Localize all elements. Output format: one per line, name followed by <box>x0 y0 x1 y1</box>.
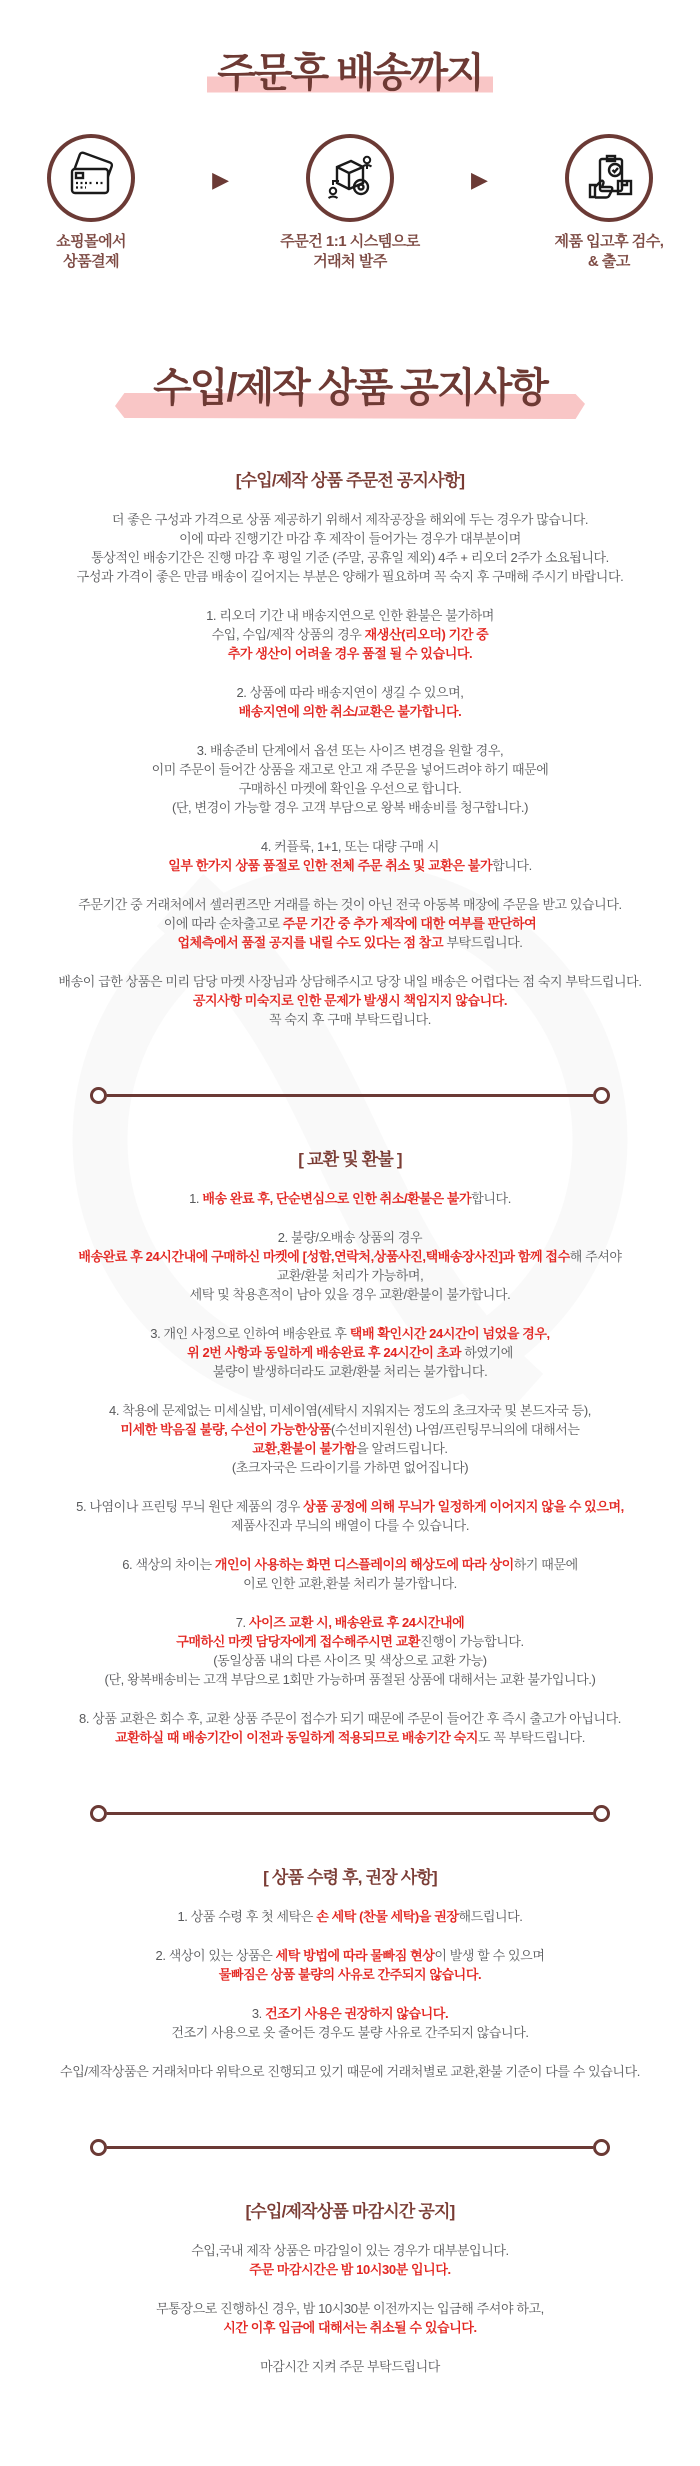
notice-line: 구매하신 마켓 담당자에게 접수해주시면 교환진행이 가능합니다. <box>176 1634 524 1649</box>
notice-line: 추가 생산이 어려울 경우 품절 될 수 있습니다. <box>227 646 473 661</box>
process-arrow-icon: ▶ <box>471 166 488 192</box>
credit-card-icon <box>64 151 118 205</box>
notice-line: 시간 이후 입금에 대해서는 취소될 수 있습니다. <box>223 2320 477 2335</box>
divider-ring-icon <box>593 1087 610 1104</box>
notice-line: 이에 따라 순차출고로 주문 기간 중 추가 제작에 대한 여부를 판단하여 <box>163 916 537 931</box>
notice-paragraph <box>24 1907 676 1926</box>
notice-line: 7. 사이즈 교환 시, 배송완료 후 24시간내에 <box>235 1615 465 1630</box>
notice-paragraph <box>24 1709 676 1747</box>
page-title-order-to-delivery <box>0 52 700 94</box>
notice-line: 미세한 박음질 불량, 수선이 가능한상품(수선비지원선) 나염/프린팅무늬의에 대해서는 <box>120 1422 580 1437</box>
notice-line: 3. 개인 사정으로 인하여 배송완료 후 택배 확인시간 24시간이 넘었을 경우, <box>150 1326 550 1341</box>
inspection-step-label-line1: 제품 입고후 검수, <box>554 233 664 250</box>
inspection-step-label <box>524 232 694 271</box>
notice-line: 제품사진과 무늬의 배열이 다를 수 있습니다. <box>230 1518 470 1533</box>
page-title-product-notice <box>0 367 700 425</box>
section-divider <box>90 2139 610 2156</box>
notice-line: 8. 상품 교환은 회수 후, 교환 상품 주문이 접수가 되기 때문에 주문이 들어간 후 즉시 출고가 아닙니다. <box>78 1711 622 1726</box>
notice-body <box>0 471 700 2376</box>
notice-paragraph <box>24 683 676 721</box>
divider-ring-icon <box>593 1805 610 1822</box>
payment-step-label-line1: 쇼핑몰에서 <box>56 233 127 250</box>
notice-paragraph <box>24 606 676 663</box>
order-system-step-label <box>265 232 435 271</box>
divider-ring-icon <box>90 1087 107 1104</box>
order-process-steps <box>0 134 700 271</box>
notice-paragraph <box>24 741 676 817</box>
notice-paragraph <box>24 972 676 1029</box>
notice-line: 세탁 및 착용흔적이 남아 있을 경우 교환/환불이 불가합니다. <box>189 1287 511 1302</box>
notice-paragraph <box>24 1555 676 1593</box>
divider-ring-icon <box>593 2139 610 2156</box>
order-system-step-label-line1: 주문건 1:1 시스템으로 <box>280 233 420 250</box>
notice-line: 배송지연에 의한 취소/교환은 불가합니다. <box>238 704 462 719</box>
notice-paragraph <box>24 837 676 875</box>
notice-line: 이로 인한 교환,환불 처리가 불가합니다. <box>243 1576 457 1591</box>
payment-step-label <box>6 232 176 271</box>
inspection-shipping-icon <box>582 151 636 205</box>
notice-paragraph <box>24 1401 676 1477</box>
notice-line: 업체측에서 품절 공지를 내릴 수도 있다는 점 참고 부탁드립니다. <box>177 935 523 950</box>
section-heading: [ 교환 및 환불 ] <box>298 1150 402 1169</box>
notice-line: 꼭 숙지 후 구매 부탁드립니다. <box>269 1012 431 1027</box>
notice-line: 불량이 발생하더라도 교환/환불 처리는 불가합니다. <box>212 1364 488 1379</box>
notice-line: 주문기간 중 거래처에서 셀러퀸즈만 거래를 하는 것이 아닌 전국 아동복 매장에 주문을 받고 있습니다. <box>78 897 622 912</box>
notice-line: 교환/환불 처리가 가능하며, <box>276 1268 424 1283</box>
divider-line <box>107 1094 593 1097</box>
notice-line: 3. 배송준비 단계에서 옵션 또는 사이즈 변경을 원할 경우, <box>196 743 504 758</box>
notice-line: 1. 배송 완료 후, 단순변심으로 인한 취소/환불은 불가합니다. <box>189 1191 511 1206</box>
notice-line: 1. 리오더 기간 내 배송지연으로 인한 환불은 불가하며 <box>206 608 494 623</box>
notice-line: (동일상품 내의 다른 사이즈 및 색상으로 교환 가능) <box>213 1653 487 1668</box>
notice-paragraph <box>24 1946 676 1984</box>
notice-line: 수입,국내 제작 상품은 마감일이 있는 경우가 대부분입니다. <box>191 2243 509 2258</box>
section-heading: [수입/제작상품 마감시간 공지] <box>245 2202 455 2221</box>
notice-line: 수입/제작상품은 거래처마다 위탁으로 진행되고 있기 때문에 거래처별로 교환,환불 기준이 다를 수 있습니다. <box>60 2064 640 2079</box>
notice-line: 수입, 수입/제작 상품의 경우 재생산(리오더) 기간 중 <box>211 627 489 642</box>
inspection-step-circle <box>565 134 653 222</box>
notice-paragraph <box>24 1324 676 1381</box>
notice-line: 배송완료 후 24시간내에 구매하신 마켓에 [성함,연락처,상품사진,택배송장사진]과 함께 접수해 주셔야 <box>78 1249 622 1264</box>
notice-line: 이미 주문이 들어간 상품을 재고로 안고 재 주문을 넣어드려야 하기 때문에 <box>151 762 549 777</box>
page-title-text: 주문후 배송까지 <box>207 52 493 94</box>
notice-line: (단, 변경이 가능할 경우 고객 부담으로 왕복 배송비를 청구합니다.) <box>171 800 529 815</box>
notice-paragraph <box>24 510 676 586</box>
notice-line: 2. 상품에 따라 배송지연이 생길 수 있으며, <box>236 685 464 700</box>
notice-line: 위 2번 사항과 동일하게 배송완료 후 24시간이 초과 하였기에 <box>187 1345 513 1360</box>
notice-line: 공지사항 미숙지로 인한 문제가 발생시 책임지지 않습니다. <box>192 993 508 1008</box>
notice-paragraph <box>24 1497 676 1535</box>
divider-ring-icon <box>90 1805 107 1822</box>
notice-paragraph <box>24 2004 676 2042</box>
process-step-payment <box>6 134 176 271</box>
notice-line: 물빠짐은 상품 불량의 사유로 간주되지 않습니다. <box>218 1967 482 1982</box>
notice-line: 무통장으로 진행하신 경우, 밤 10시30분 이전까지는 입금해 주셔야 하고, <box>156 2301 544 2316</box>
notice-paragraph <box>24 2241 676 2279</box>
notice-line: 교환,환불이 불가함을 알려드립니다. <box>252 1441 448 1456</box>
notice-paragraph <box>24 2062 676 2081</box>
notice-paragraph <box>24 2299 676 2337</box>
notice-line: 교환하실 때 배송기간이 이전과 동일하게 적용되므로 배송기간 숙지도 꼭 부탁드립니다. <box>115 1730 585 1745</box>
notice-paragraph <box>24 1189 676 1208</box>
notice-paragraph <box>24 895 676 952</box>
notice-line: (초크자국은 드라이기를 가하면 없어집니다) <box>231 1460 469 1475</box>
page-title2-text: 수입/제작 상품 공지사항 <box>153 366 547 410</box>
divider-line <box>107 2146 593 2149</box>
divider-ring-icon <box>90 2139 107 2156</box>
notice-line: 주문 마감시간은 밤 10시30분 입니다. <box>249 2262 451 2277</box>
notice-paragraph <box>24 2357 676 2376</box>
section-divider <box>90 1805 610 1822</box>
notice-line: 2. 색상이 있는 상품은 세탁 방법에 따라 물빠짐 현상이 발생 할 수 있으며 <box>155 1948 545 1963</box>
notice-line: 건조기 사용으로 옷 줄어든 경우도 불량 사유로 간주되지 않습니다. <box>171 2025 529 2040</box>
notice-line: 4. 착용에 문제없는 미세실밥, 미세이염(세탁시 지워지는 정도의 초크자국 및 본드자국 등), <box>109 1403 591 1418</box>
notice-line: 배송이 급한 상품은 미리 담당 마켓 사장님과 상담해주시고 당장 내일 배송은 어렵다는 점 숙지 부탁드립니다. <box>58 974 642 989</box>
process-step-order-system <box>265 134 435 271</box>
process-arrow-icon: ▶ <box>212 166 229 192</box>
section-heading: [수입/제작 상품 주문전 공지사항] <box>235 471 465 490</box>
section-divider <box>90 1087 610 1104</box>
divider-line <box>107 1812 593 1815</box>
notice-line: 2. 불량/오배송 상품의 경우 <box>277 1230 423 1245</box>
payment-step-label-line2: 상품결제 <box>63 252 120 270</box>
notice-line: (단, 왕복배송비는 고객 부담으로 1회만 가능하며 품절된 상품에 대해서는 교환 불가입니다.) <box>104 1672 596 1687</box>
notice-line: 6. 색상의 차이는 개인이 사용하는 화면 디스플레이의 해상도에 따라 상이하기 때문에 <box>122 1557 578 1572</box>
notice-line: 통상적인 배송기간은 진행 마감 후 평일 기준 (주말, 공휴일 제외) 4주 + 리오더 2주가 소요됩니다. <box>91 550 609 565</box>
order-system-icon <box>323 151 377 205</box>
notice-line: 3. 건조기 사용은 권장하지 않습니다. <box>251 2006 449 2021</box>
notice-line: 이에 따라 진행기간 마감 후 제작이 들어가는 경우가 대부분이며 <box>179 531 521 546</box>
order-system-step-label-line2: 거래처 발주 <box>313 252 387 270</box>
notice-paragraph <box>24 1228 676 1304</box>
notice-line: 4. 커플룩, 1+1, 또는 대량 구매 시 <box>260 839 440 854</box>
notice-line: 5. 나염이나 프린팅 무늬 원단 제품의 경우 상품 공정에 의해 무늬가 일정하게 이어지지 않을 수 있으며, <box>76 1499 624 1514</box>
notice-line: 구성과 가격이 좋은 만큼 배송이 길어지는 부분은 양해가 필요하며 꼭 숙지 후 구매해 주시기 바랍니다. <box>76 569 624 584</box>
section-heading: [ 상품 수령 후, 권장 사항] <box>263 1868 437 1887</box>
notice-line: 더 좋은 구성과 가격으로 상품 제공하기 위해서 제작공장을 해외에 두는 경우가 많습니다. <box>111 512 589 527</box>
process-step-inspection-shipping <box>524 134 694 271</box>
notice-line: 일부 한가지 상품 품절로 인한 전체 주문 취소 및 교환은 불가합니다. <box>168 858 532 873</box>
notice-paragraph <box>24 1613 676 1689</box>
payment-step-circle <box>47 134 135 222</box>
order-system-step-circle <box>306 134 394 222</box>
notice-line: 마감시간 지켜 주문 부탁드립니다 <box>260 2359 440 2374</box>
inspection-step-label-line2: & 출고 <box>587 252 630 270</box>
notice-line: 1. 상품 수령 후 첫 세탁은 손 세탁 (찬물 세탁)을 권장해드립니다. <box>177 1909 523 1924</box>
notice-line: 구매하신 마켓에 확인을 우선으로 합니다. <box>238 781 462 796</box>
